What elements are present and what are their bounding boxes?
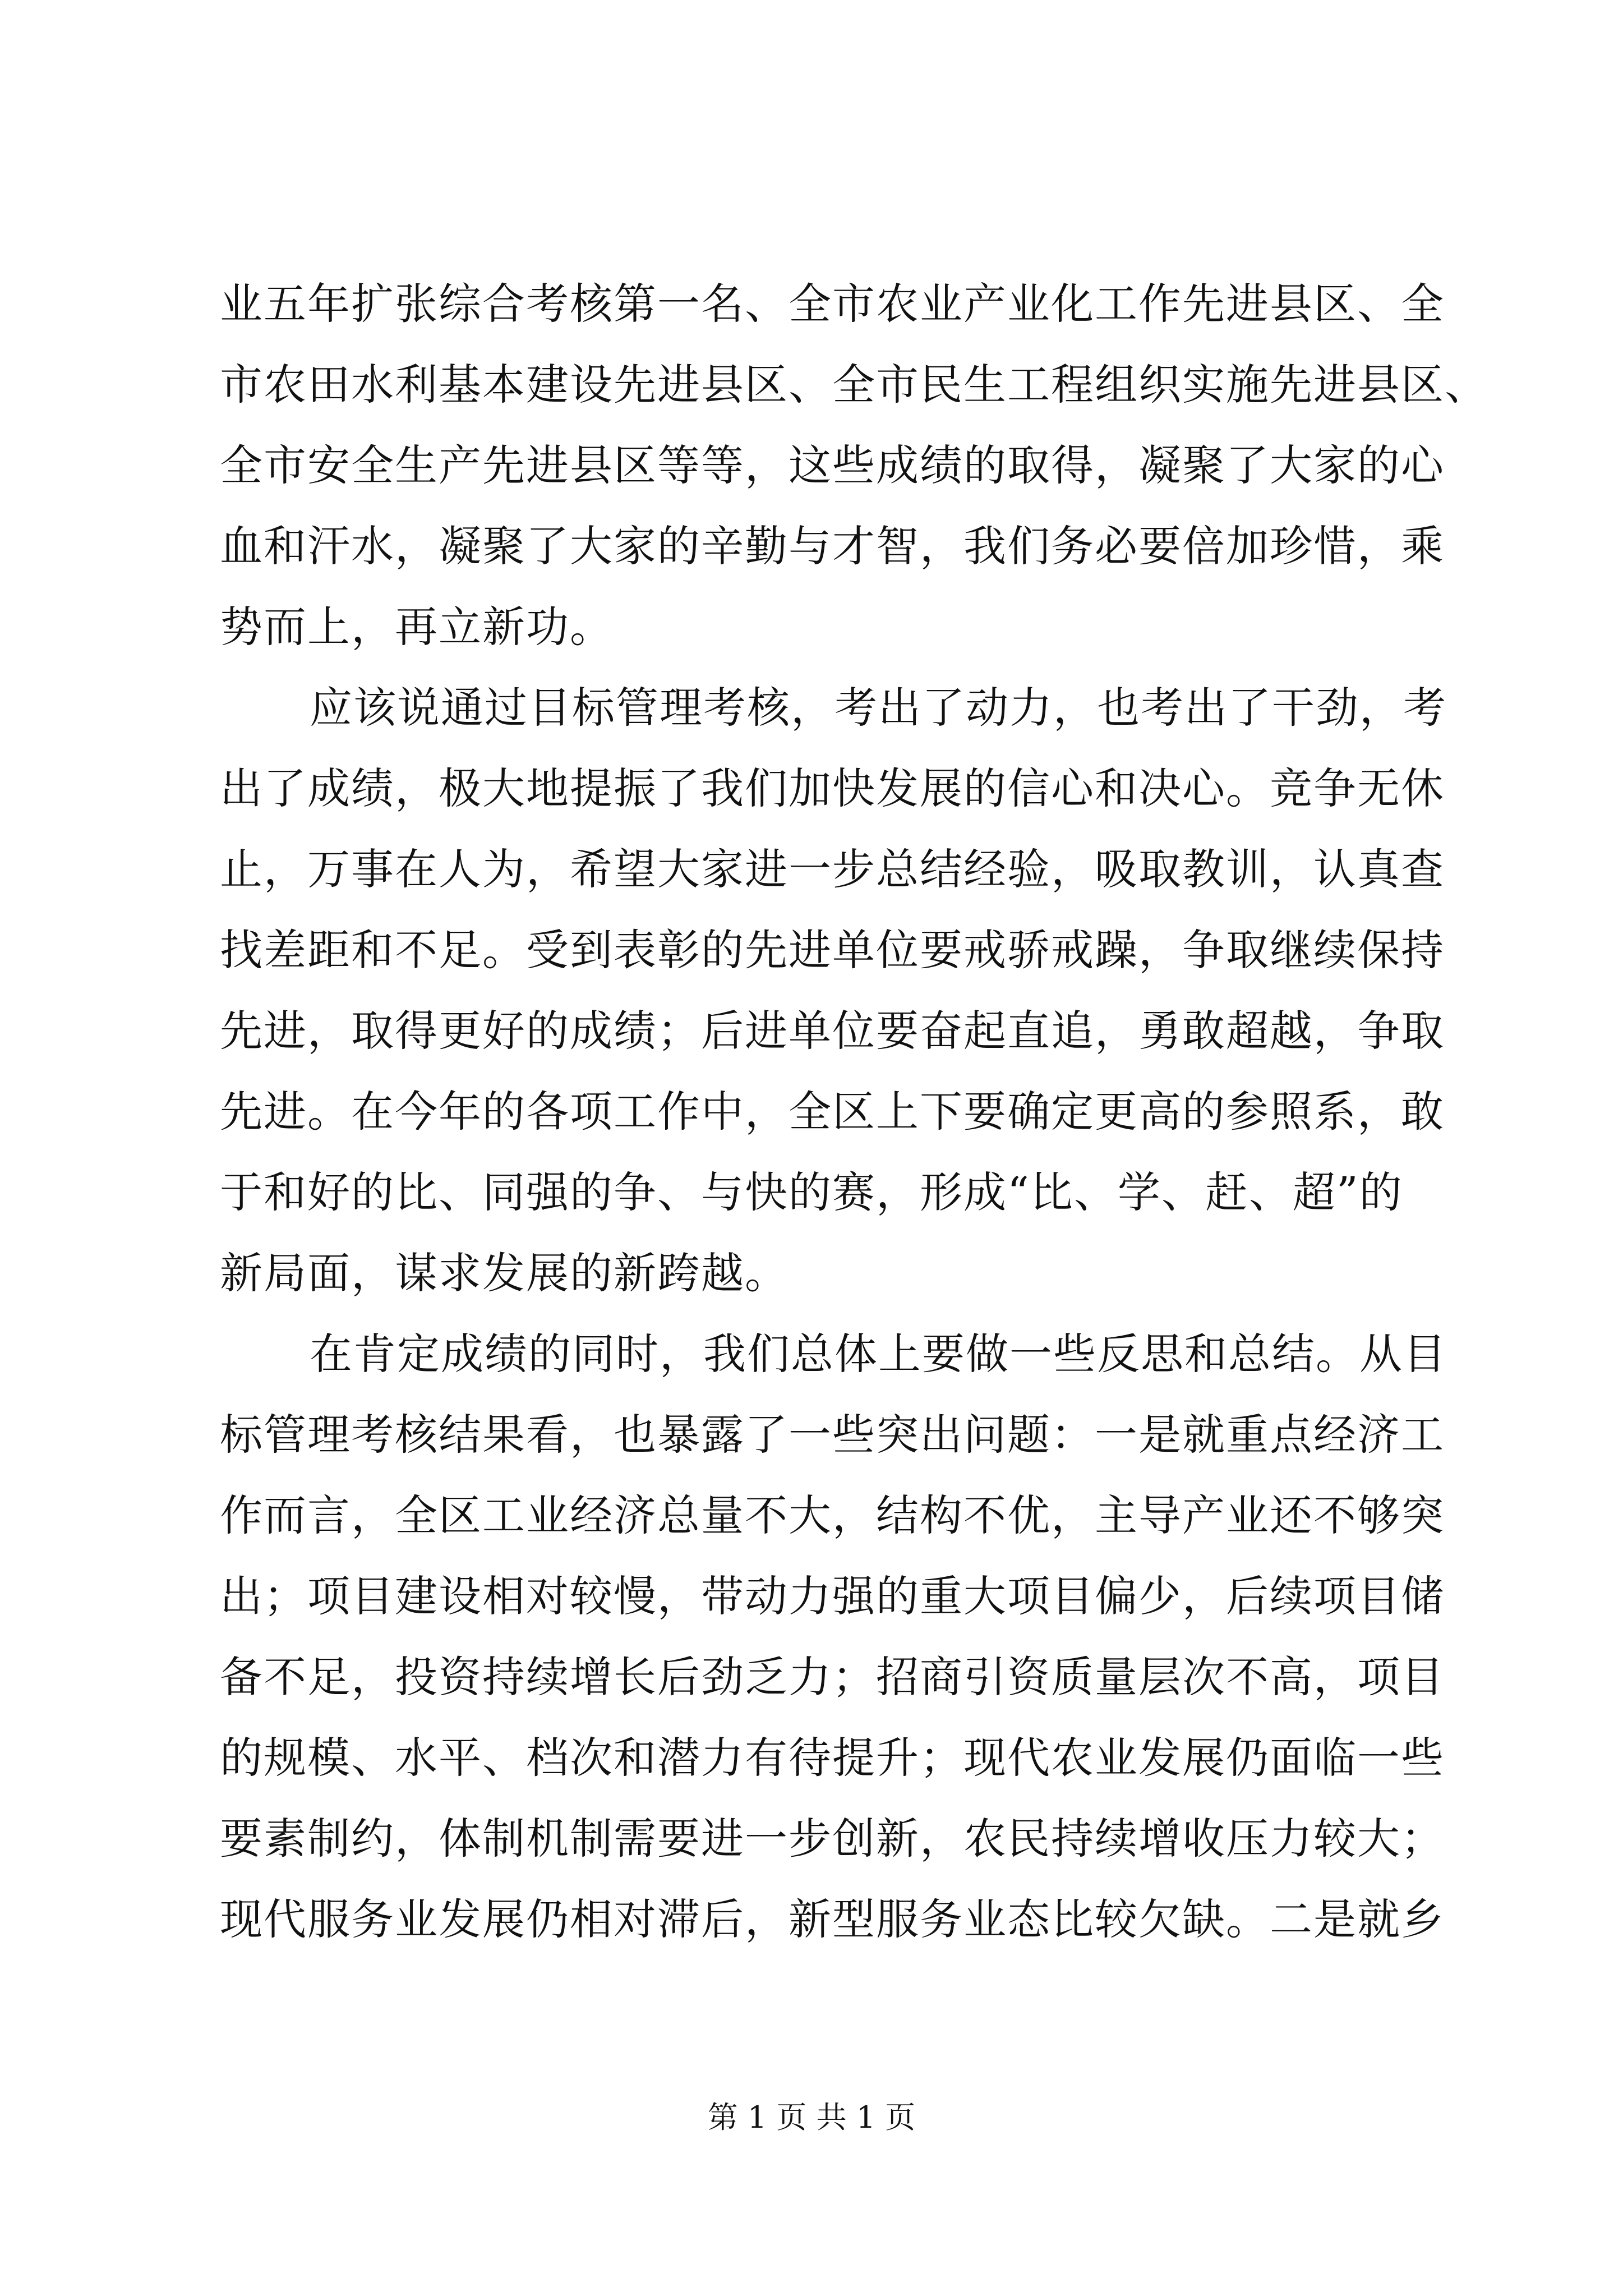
text-line: 出；项目建设相对较慢，带动力强的重大项目偏少，后续项目储 xyxy=(220,1571,1445,1621)
text-line: 势而上，再立新功。 xyxy=(220,602,614,652)
text-line: 现代服务业发展仍相对滞后，新型服务业态比较欠缺。二是就乡 xyxy=(220,1894,1445,1944)
page-number-label: 第 1 页 共 1 页 xyxy=(707,2100,916,2135)
text-line: 要素制约，体制机制需要进一步创新，农民持续增收压力较大； xyxy=(220,1814,1445,1864)
text-line: 找差距和不足。受到表彰的先进单位要戒骄戒躁，争取继续保持 xyxy=(220,925,1445,975)
text-line: 先进。在今年的各项工作中，全区上下要确定更高的参照系，敢 xyxy=(220,1087,1445,1137)
text-line: 新局面，谋求发展的新跨越。 xyxy=(220,1248,789,1298)
text-line: 备不足，投资持续增长后劲乏力；招商引资质量层次不高，项目 xyxy=(220,1652,1445,1702)
text-line: 于和好的比、同强的争、与快的赛，形成“比、学、赶、超”的 xyxy=(220,1167,1403,1217)
paragraph-start-line: 在肯定成绩的同时，我们总体上要做一些反思和总结。从目 xyxy=(310,1329,1447,1379)
paragraph-start-line: 应该说通过目标管理考核，考出了动力，也考出了干劲，考 xyxy=(310,683,1447,733)
text-line: 作而言，全区工业经济总量不大，结构不优，主导产业还不够突 xyxy=(220,1490,1445,1540)
text-line: 止，万事在人为，希望大家进一步总结经验，吸取教训，认真查 xyxy=(220,844,1445,894)
text-line: 血和汗水，凝聚了大家的辛勤与才智，我们务必要倍加珍惜，乘 xyxy=(220,521,1445,571)
text-line: 的规模、水平、档次和潜力有待提升；现代农业发展仍面临一些 xyxy=(220,1733,1445,1783)
page-footer xyxy=(0,2098,1623,2137)
text-line: 市农田水利基本建设先进县区、全市民生工程组织实施先进县区、 xyxy=(220,360,1488,409)
body-text xyxy=(220,264,1488,1960)
text-line: 业五年扩张综合考核第一名、全市农业产业化工作先进县区、全 xyxy=(220,279,1445,329)
text-line: 出了成绩，极大地提振了我们加快发展的信心和决心。竞争无休 xyxy=(220,763,1445,813)
text-line: 标管理考核结果看，也暴露了一些突出问题：一是就重点经济工 xyxy=(220,1410,1445,1460)
text-line: 先进，取得更好的成绩；后进单位要奋起直追，勇敢超越，争取 xyxy=(220,1006,1445,1056)
text-line: 全市安全生产先进县区等等，这些成绩的取得，凝聚了大家的心 xyxy=(220,440,1445,490)
